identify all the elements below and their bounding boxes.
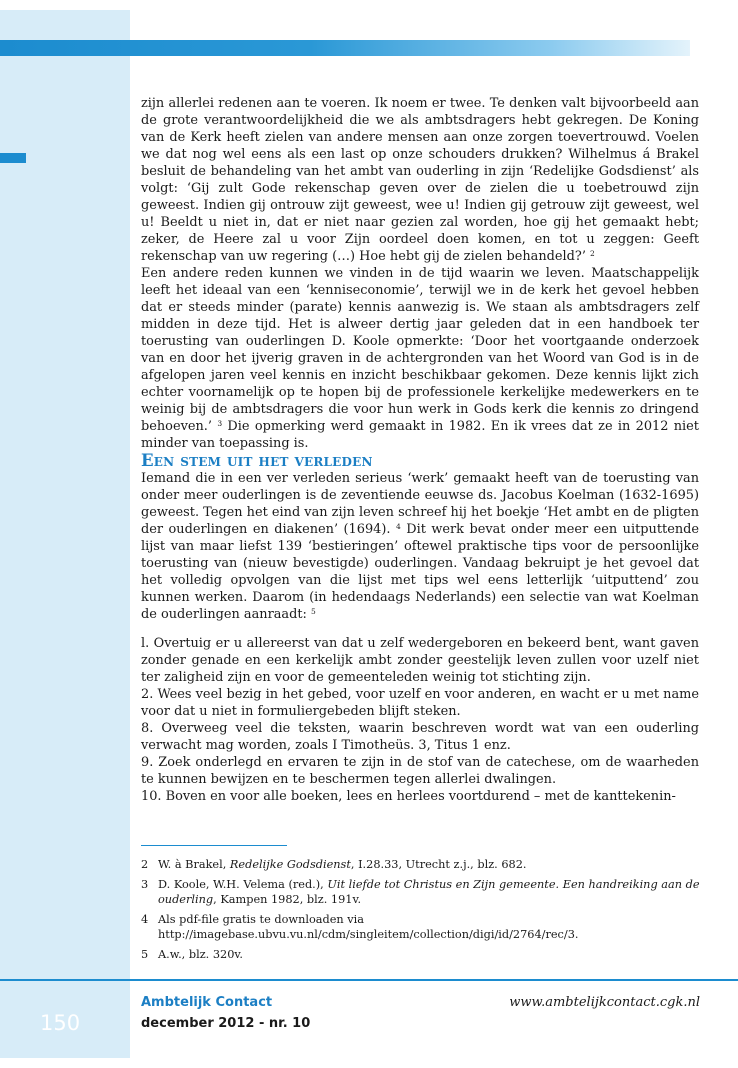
footnote-3: 3 D. Koole, W.H. Velema (red.), Uit liefde tot Christus en Zijn gemeente. Een handreiking aan de ouderling, Kampen 1982, blz. 191v. bbox=[141, 878, 700, 906]
margin-marker bbox=[0, 153, 26, 163]
website-link[interactable]: www.ambtelijkcontact.cgk.nl bbox=[509, 995, 700, 1010]
footnote-ref-3[interactable]: 3 bbox=[217, 419, 223, 428]
list-item-10: 10. Boven en voor alle boeken, lees en herlees voortdurend – met de kanttekenin- bbox=[141, 789, 676, 804]
left-sidebar-band bbox=[0, 10, 130, 1058]
list-item-1: l. Overtuig er u allereerst van dat u zelf wedergeboren en bekeerd bent, want gaven zonder genade en een kerkelijk ambt zonder geestelijk leven zullen voor uzelf niet ter zaligheid zijn en voor de gemeenteleden weinig tot stichting zijn. bbox=[141, 636, 699, 685]
header-gradient-bar bbox=[0, 40, 690, 56]
footnote-ref-2[interactable]: 2 bbox=[590, 249, 595, 258]
footnote-4: 4 Als pdf-file gratis te downloaden via http://imagebase.ubvu.vu.nl/cdm/singleitem/collection/digi/id/2764/rec/3. bbox=[141, 913, 579, 941]
article-body bbox=[141, 95, 699, 805]
footnote-ref-4[interactable]: 4 bbox=[395, 522, 401, 531]
list-item-2: 2. Wees veel bezig in het gebed, voor uzelf en voor anderen, en wacht er u met name voor dat u niet in formuliergebeden blijft steken. bbox=[141, 687, 699, 719]
footnote-2: 2 W. à Brakel, Redelijke Godsdienst, I.28.33, Utrecht z.j., blz. 682. bbox=[141, 858, 527, 871]
footnote-5: 5 A.w., blz. 320v. bbox=[141, 948, 244, 961]
footer-rule bbox=[0, 979, 738, 981]
journal-title: Ambtelijk Contact bbox=[141, 995, 273, 1010]
footnotes bbox=[141, 857, 701, 967]
footnote-divider bbox=[141, 845, 287, 846]
section-heading: Een stem uit het verleden bbox=[141, 451, 373, 470]
paragraph-1: zijn allerlei redenen aan te voeren. Ik noem er twee. Te denken valt bijvoorbeeld aan de grote verantwoordelijkheid die we als ambtsdragers hebt gekregen. De Koning van de Kerk heeft zielen van andere mensen aan onze zorgen toevertrouwd. Voelen we dat nog wel eens als een last op onze schouders drukken? Wilhelmus á Brakel besluit de behandeling van het ambt van ouderling in zijn ‘Redelijke Godsdienst’ als volgt: ‘Gij zult Gode rekenschap geven over de zielen die u toebetrouwd zijn geweest. Indien gij ontrouw zijt geweest, wee u! Indien gij getrouw zijt geweest, wel u! Beeldt u niet in, dat er niet naar gezien zal worden, hoe gij het gemaakt hebt; zeker, de Heere zal u voor Zijn oordeel doen komen, en tot u zeggen: Geeft rekenschap van uw regering (…) Hoe hebt gij de zielen behandeld?’ $^2$ bbox=[141, 96, 699, 264]
page-number: 150 bbox=[40, 1011, 81, 1035]
list-item-9: 9. Zoek onderlegd en ervaren te zijn in de stof van de catechese, om de waarheden te kunnen bewijzen en te beschermen tegen allerlei dwalingen. bbox=[141, 755, 699, 787]
paragraph-2: Een andere reden kunnen we vinden in de tijd waarin we leven. Maatschappelijk leeft het ideaal van een ‘kenniseconomie’, terwijl we in de kerk het gevoel hebben dat er steeds minder (parate) kennis aanwezig is. We staan als ambtsdragers zelf midden in deze tijd. Het is alweer dertig jaar geleden dat in een handboek ter toerusting van ouderlingen D. Koole opmerkte: ‘Door het voortgaande onderzoek van en door het ijverig graven in de achtergronden van het Woord van God is in de afgelopen jaren veel kennis en inzicht beschikbaar gekomen. Deze kennis lijkt zich echter voornamelijk op te hopen bij de professionele kerkelijke medewerkers en te weinig bij de ambtsdragers die voor hun werk in Gods kerk die kennis zo dringend behoeven.’ $^3$ Die opmerking werd gemaakt in 1982. En ik vrees dat ze in 2012 niet minder van toepassing is. bbox=[141, 266, 699, 451]
footnote-ref-5[interactable]: 5 bbox=[311, 607, 316, 616]
footnote-4-link[interactable]: http://imagebase.ubvu.vu.nl/cdm/singleitem/collection/digi/id/2764/rec/3. bbox=[158, 928, 579, 941]
list-item-8: 8. Overweeg veel die teksten, waarin beschreven wordt wat van een ouderling verwacht mag worden, zoals I Timotheüs. 3, Titus 1 enz. bbox=[141, 721, 699, 753]
issue-label: december 2012 - nr. 10 bbox=[141, 1016, 311, 1031]
paragraph-3: Iemand die in een ver verleden serieus ‘werk’ gemaakt heeft van de toerusting van onder meer ouderlingen is de zeventiende eeuwse ds. Jacobus Koelman (1632-1695) geweest. Tegen het eind van zijn leven schreef hij het boekje ‘Het ambt en de pligten der ouderlingen en diakenen’ (1694). $^4$ Dit werk bevat onder meer een uitputtende lijst van maar liefst 139 ‘bestieringen’ oftewel praktische tips voor de persoonlijke toerusting van (nieuw bevestigde) ouderlingen. Vandaag bekruipt je het gevoel dat het volledig opvolgen van die lijst met tips wel eens letterlijk ‘uitputtend’ zou kunnen werken. Daarom (in hedendaags Nederlands) een selectie van wat Koelman de ouderlingen aanraadt: $^5$ bbox=[141, 471, 700, 622]
